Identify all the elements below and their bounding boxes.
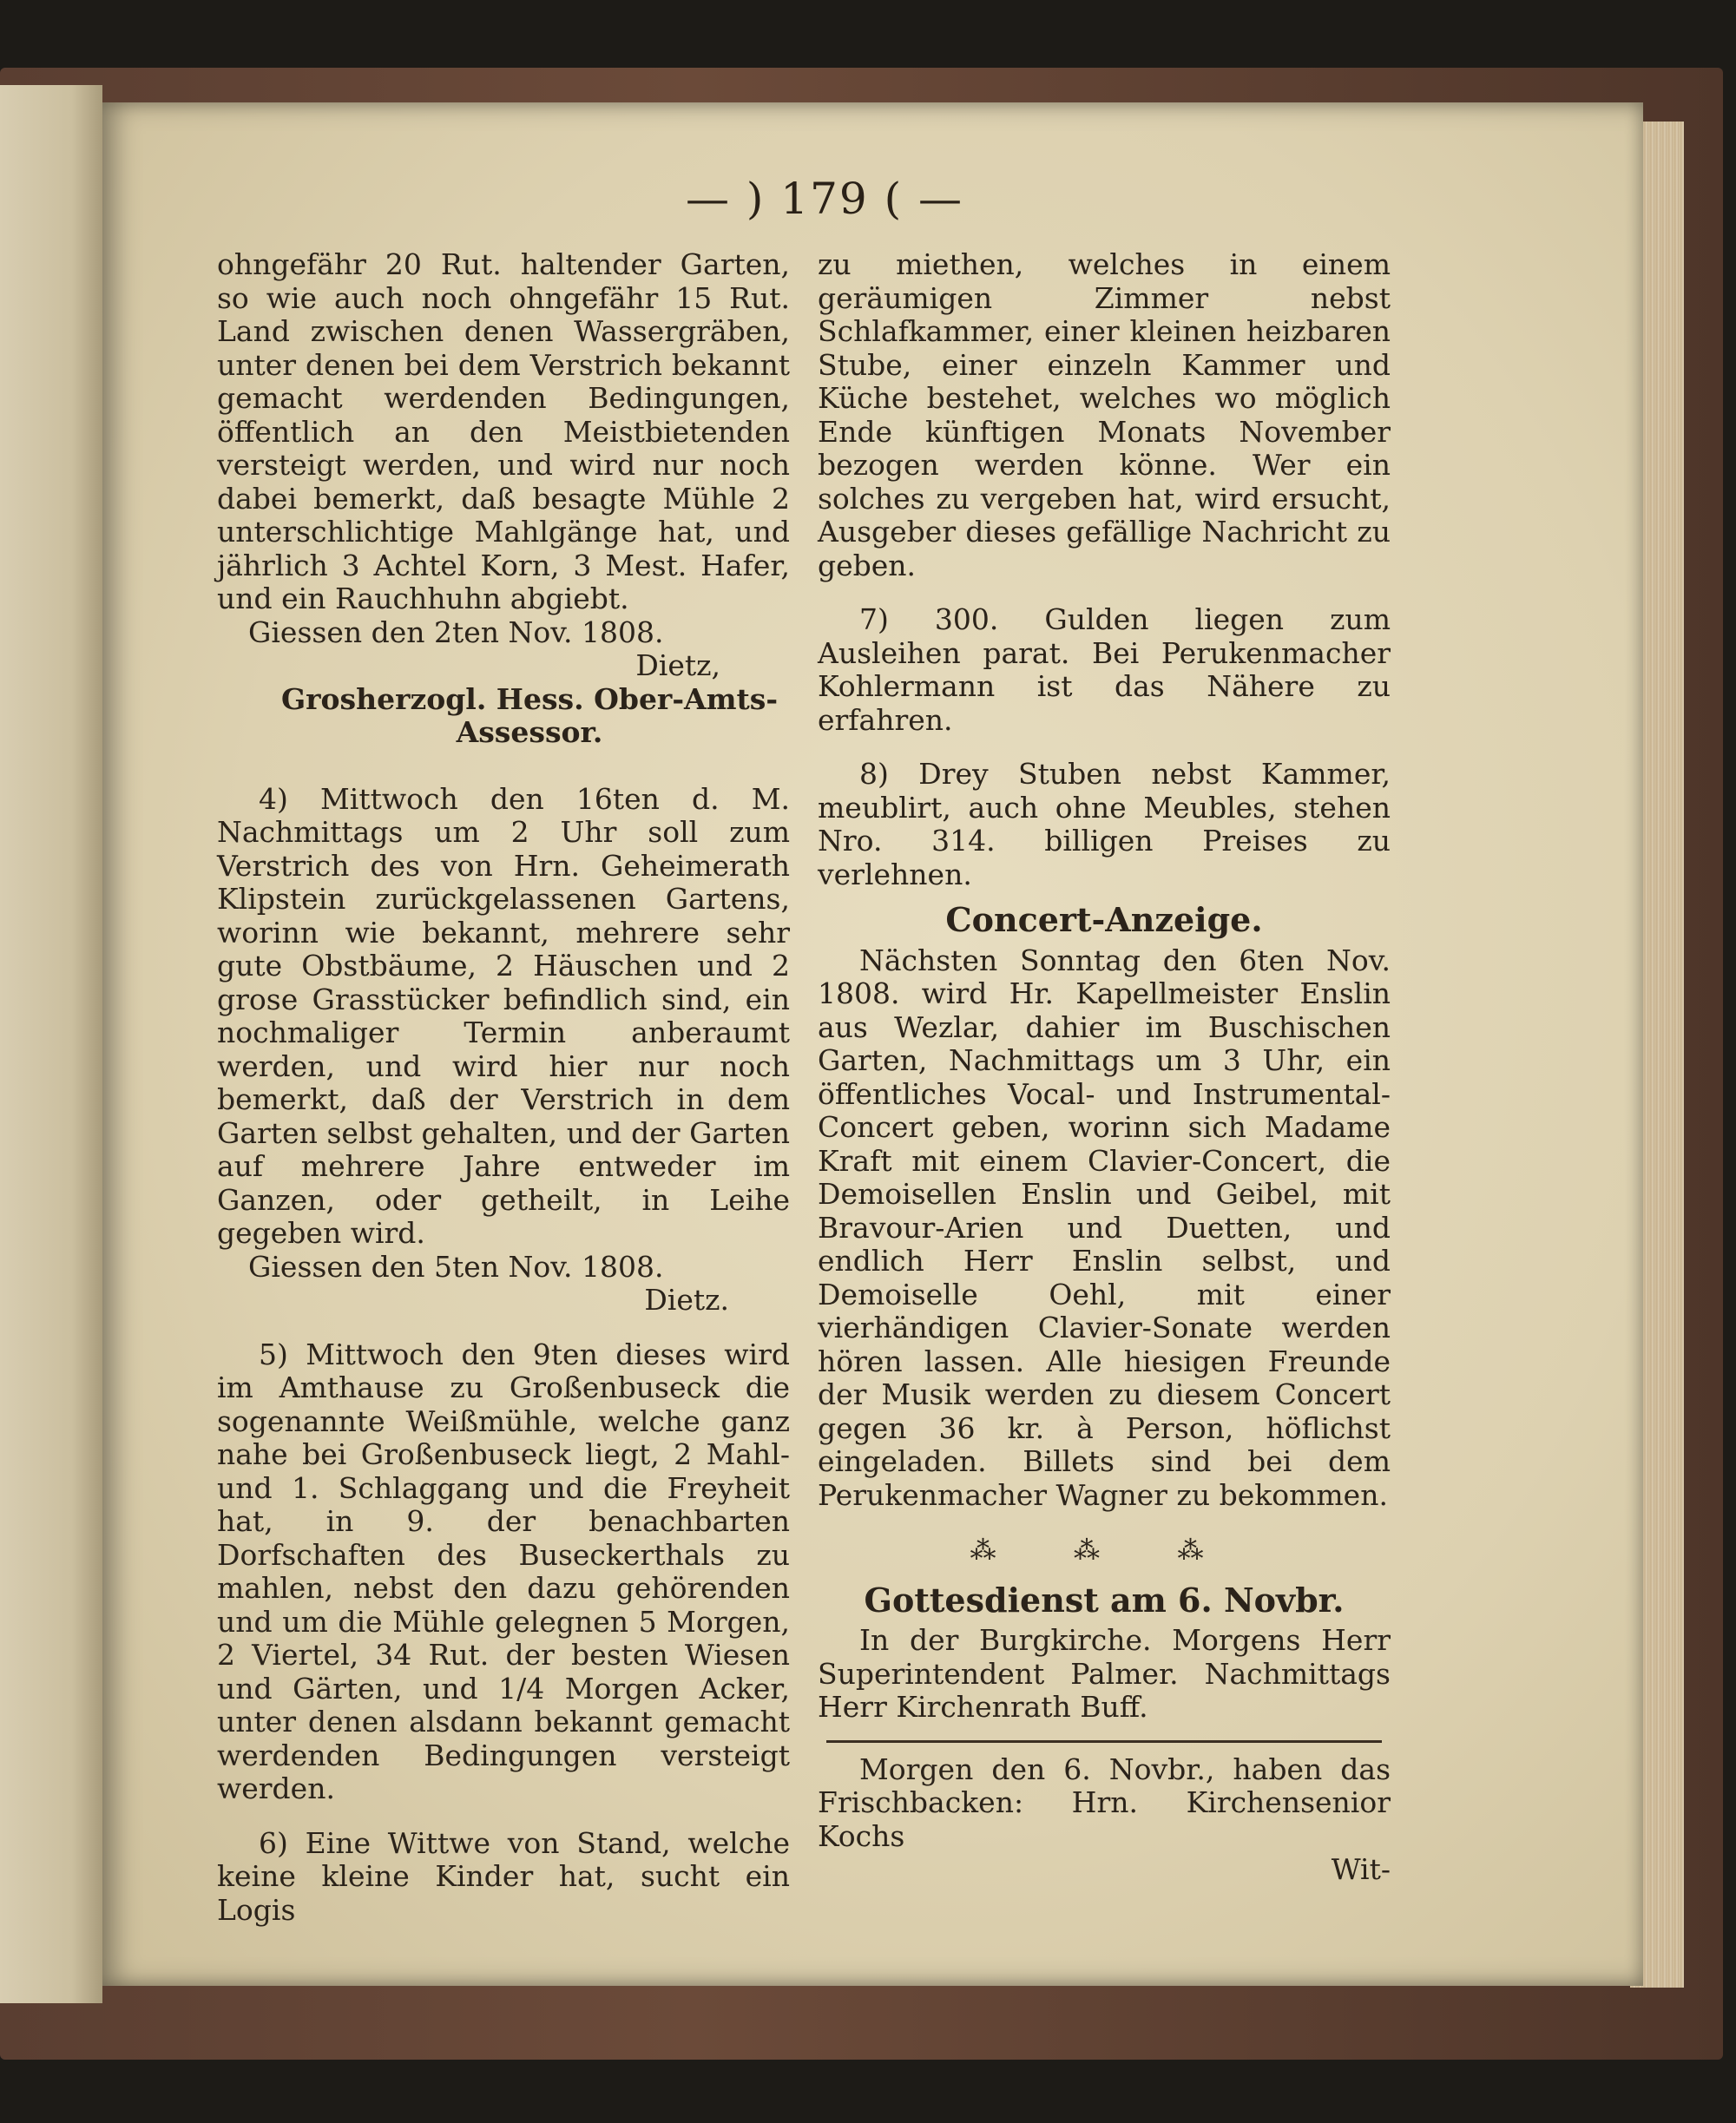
item-6-continued: zu miethen, welches in einem geräumigen Zimmer nebst Schlafkammer, einer kleinen heizbaren Stube, einer einzeln Kammer und Küche bestehet, welches wo möglich Ende künftigen Monats November bezogen werden könne. Wer ein solches zu vergeben hat, wird ersucht, Ausgeber dieses gefällige Nachricht zu geben. — [818, 247, 1391, 582]
facing-page-edge — [0, 85, 102, 2003]
lead-signature-title: Grosherzogl. Hess. Ober-Amts-Assessor. — [280, 681, 779, 749]
item-6-text: 6) Eine Wittwe von Stand, welche keine kleine Kinder hat, sucht ein Logis — [217, 1825, 790, 1927]
concert-heading: Concert-Anzeige. — [945, 900, 1263, 939]
lead-paragraph: ohngefähr 20 Rut. haltender Garten, so wie auch noch ohngefähr 15 Rut. Land zwischen denen Wassergräben, unter denen bei dem Verstrich bekannt gemacht werdenden Bedingungen, öffentlich an den Meistbietenden versteigt werden, und wird nur noch dabei bemerkt, daß besagte Mühle 2 unterschlichtige Mahlgänge hat, und jährlich 3 Achtel Korn, 3 Mest. Hafer, und ein Rauchhuhn abgiebt. — [217, 247, 790, 615]
lead-date: Giessen den 2ten Nov. 1808. — [248, 615, 664, 649]
catchword: Wit- — [1331, 1852, 1391, 1886]
item-7-text: 7) 300. Gulden liegen zum Ausleihen parat. Bei Perukenmacher Kohlermann ist das Nähere zu erfahren. — [818, 602, 1391, 737]
section-divider — [826, 1740, 1382, 1743]
concert-text: Nächsten Sonntag den 6ten Nov. 1808. wird Hr. Kapellmeister Enslin aus Wezlar, dahier im Buschischen Garten, Nachmittags um 3 Uhr, ein öffentliches Vocal- und Instrumental-Concert geben, worinn sich Madame Kraft mit einem Clavier-Concert, die Demoisellen Enslin und Geibel, mit Bravour-Arien und Duetten, und endlich Herr Enslin selbst, und Demoiselle Oehl, mit einer vierhändigen Clavier-Sonate werden hören lassen. Alle hiesigen Freunde der Musik werden zu diesem Concert gegen 36 kr. à Person, höflichst eingeladen. Billets sind bei dem Perukenmacher Wagner zu bekommen. — [818, 943, 1391, 1512]
item-5-text: 5) Mittwoch den 9ten dieses wird im Amthause zu Großenbuseck die sogenannte Weißmühle, welche ganz nahe bei Großenbuseck liegt, 2 Mahl- und 1. Schlaggang und die Freyheit hat, in 9. der benachbarten Dorfschaften des Buseckerthals zu mahlen, nebst den dazu gehörenden und um die Mühle gelegnen 5 Morgen, 2 Viertel, 34 Rut. der besten Wiesen und Gärten, und 1/4 Morgen Acker, unter denen alsdann bekannt gemacht werdenden Bedingungen versteigt werden. — [217, 1337, 790, 1805]
ornament-stars: ⁂ ⁂ ⁂ — [970, 1535, 1239, 1566]
service-heading: Gottesdienst am 6. Novbr. — [864, 1580, 1345, 1620]
item-4-date: Giessen den 5ten Nov. 1808. — [248, 1249, 664, 1284]
item-8-text: 8) Drey Stuben nebst Kammer, meublirt, auch ohne Meubles, stehen Nro. 314. billigen Preises zu verlehnen. — [818, 757, 1391, 891]
service-text: In der Burgkirche. Morgens Herr Superintendent Palmer. Nachmittags Herr Kirchenrath Buff. — [818, 1623, 1391, 1724]
page-number-header: — ) 179 ( — — [685, 174, 964, 224]
lead-signature-name: Dietz, — [635, 648, 720, 682]
right-column — [818, 248, 1391, 1887]
bakers-text: Morgen den 6. Novbr., haben das Frischbacken: Hrn. Kirchensenior Kochs — [818, 1752, 1391, 1853]
item-4-signature: Dietz. — [644, 1283, 729, 1317]
item-4-text: 4) Mittwoch den 16ten d. M. Nachmittags um 2 Uhr soll zum Verstrich des von Hrn. Geheimerath Klipstein zurückgelassenen Gartens, worinn wie bekannt, mehrere sehr gute Obstbäume, 2 Häuschen und 2 grose Grasstücker befindlich sind, ein nochmaliger Termin anberaumt werden, und wird hier nur noch bemerkt, daß der Verstrich in dem Garten selbst gehalten, und der Garten auf mehrere Jahre entweder im Ganzen, oder getheilt, in Leihe gegeben wird. — [217, 781, 790, 1250]
left-column — [217, 248, 790, 1927]
